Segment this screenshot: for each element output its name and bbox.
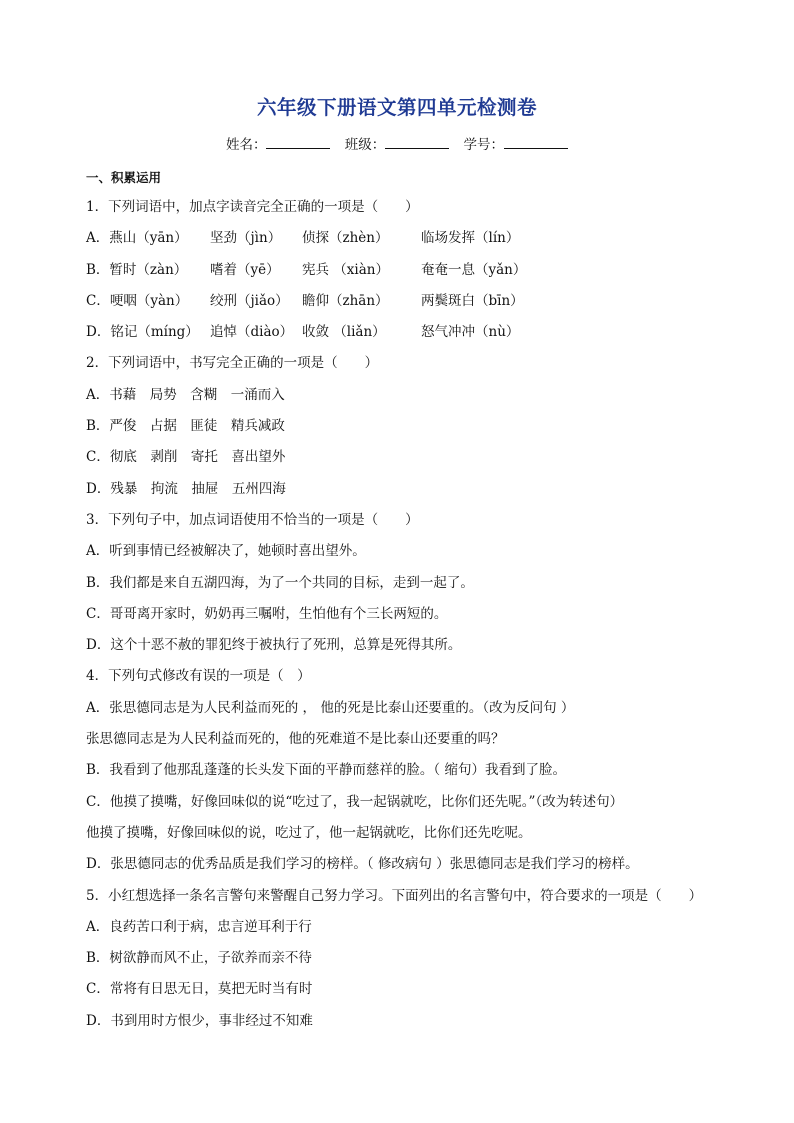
questions xyxy=(86,196,726,1041)
name-blank[interactable] xyxy=(266,135,330,149)
q1-b-3: 宪兵 （xiàn） xyxy=(302,261,389,278)
q5-stem: 5．小红想选择一条名言警句来警醒自己努力学习。下面列出的名言警句中，符合要求的一项是（ ） xyxy=(86,887,703,904)
q1-c-2: 绞刑（jiǎo） xyxy=(210,292,289,309)
q4-option-c-answer: 他摸了摸嘴，好像回味似的说，吃过了，他一起锅就吃，比你们还先吃呢。 xyxy=(86,824,532,841)
q1-c-4: 两鬓斑白（bīn） xyxy=(421,292,524,309)
q3-option-b: B．我们都是来自五湖四海，为了一个共同的目标，走到一起了。 xyxy=(86,574,474,591)
q1-option-d xyxy=(86,321,726,352)
q1-c-3: 瞻仰（zhān） xyxy=(302,292,389,309)
q1-option-a xyxy=(86,227,726,258)
q2-stem: 2．下列词语中，书写完全正确的一项是（ ） xyxy=(86,355,379,372)
q1-a-4: 临场发挥（lín） xyxy=(421,230,520,247)
class-label: 班级： xyxy=(344,137,386,153)
q4-option-a: A．张思德同志是为人民利益而死的 ， 他的死是比泰山还要重的。（改为反问句 ） xyxy=(86,699,575,716)
q3-option-d: D．这个十恶不赦的罪犯终于被执行了死刑，总算是死得其所。 xyxy=(86,637,462,654)
q4-option-b: B．我看到了他那乱蓬蓬的长头发下面的平静而慈祥的脸。（ 缩句）我看到了脸。 xyxy=(86,762,566,779)
q5-option-b: B．树欲静而风不止，子欲养而亲不待 xyxy=(86,950,312,967)
q4-option-d: D．张思德同志的优秀品质是我们学习的榜样。（ 修改病句 ）张思德同志是我们学习的榜样。 xyxy=(86,856,639,873)
q3-option-c: C．哥哥离开家时，奶奶再三嘱咐，生怕他有个三长两短的。 xyxy=(86,605,448,622)
student-info xyxy=(0,133,794,153)
q1-c-1: C．哽咽（yàn） xyxy=(86,292,189,309)
q3-stem: 3．下列句子中，加点词语使用不恰当的一项是（ ） xyxy=(86,511,419,528)
q5-option-d: D．书到用时方恨少，事非经过不知难 xyxy=(86,1012,313,1029)
q2-option-b: B．严俊 占据 匪徒 精兵减政 xyxy=(86,418,285,435)
q1-b-2: 嗜着（yē） xyxy=(210,261,280,278)
q1-d-3: 收敛 （liǎn） xyxy=(302,324,386,341)
q4-stem: 4．下列句式修改有误的一项是（ ） xyxy=(86,668,311,685)
name-label: 姓名： xyxy=(225,137,267,153)
q1-stem: 1．下列词语中，加点字读音完全正确的一项是（ ） xyxy=(86,199,419,215)
q1-option-b xyxy=(86,259,726,290)
q1-option-c xyxy=(86,290,726,321)
q1-d-2: 追悼（diào） xyxy=(210,324,294,341)
id-label: 学号： xyxy=(463,137,505,153)
q5-option-a: A．良药苦口利于病，忠言逆耳利于行 xyxy=(86,918,312,935)
q5-option-c: C．常将有日思无日，莫把无时当有时 xyxy=(86,981,313,998)
q2-option-d: D．残暴 拘流 抽屉 五州四海 xyxy=(86,480,286,497)
q1-a-3: 侦探（zhèn） xyxy=(302,230,389,247)
q2-option-a: A．书藉 局势 含糊 一涌而入 xyxy=(86,386,285,403)
q1-d-1: D．铭记（míng） xyxy=(86,324,199,341)
q4-option-a-answer: 张思德同志是为人民利益而死的，他的死难道不是比泰山还要重的吗？ xyxy=(86,731,505,748)
section-heading: 一、积累运用 xyxy=(86,170,162,185)
q1-b-1: B．暂时（zàn） xyxy=(86,261,188,278)
q2-option-c: C．彻底 剥削 寄托 喜出望外 xyxy=(86,449,286,466)
page-title: 六年级下册语文第四单元检测卷 xyxy=(256,96,537,119)
q1-a-2: 坚劲（jìn） xyxy=(210,230,282,247)
q4-option-c: C．他摸了摸嘴，好像回味似的说“吃过了，我一起锅就吃，比你们还先呢。”（改为转述句） xyxy=(86,793,624,810)
q1-b-4: 奄奄一息（yǎn） xyxy=(421,261,527,278)
class-blank[interactable] xyxy=(385,135,449,149)
q3-option-a: A．听到事情已经被解决了，她顿时喜出望外。 xyxy=(86,543,366,560)
q1-a-1: A．燕山（yān） xyxy=(86,230,188,247)
q1-d-4: 怒气冲冲（nù） xyxy=(421,324,520,341)
id-blank[interactable] xyxy=(504,135,568,149)
